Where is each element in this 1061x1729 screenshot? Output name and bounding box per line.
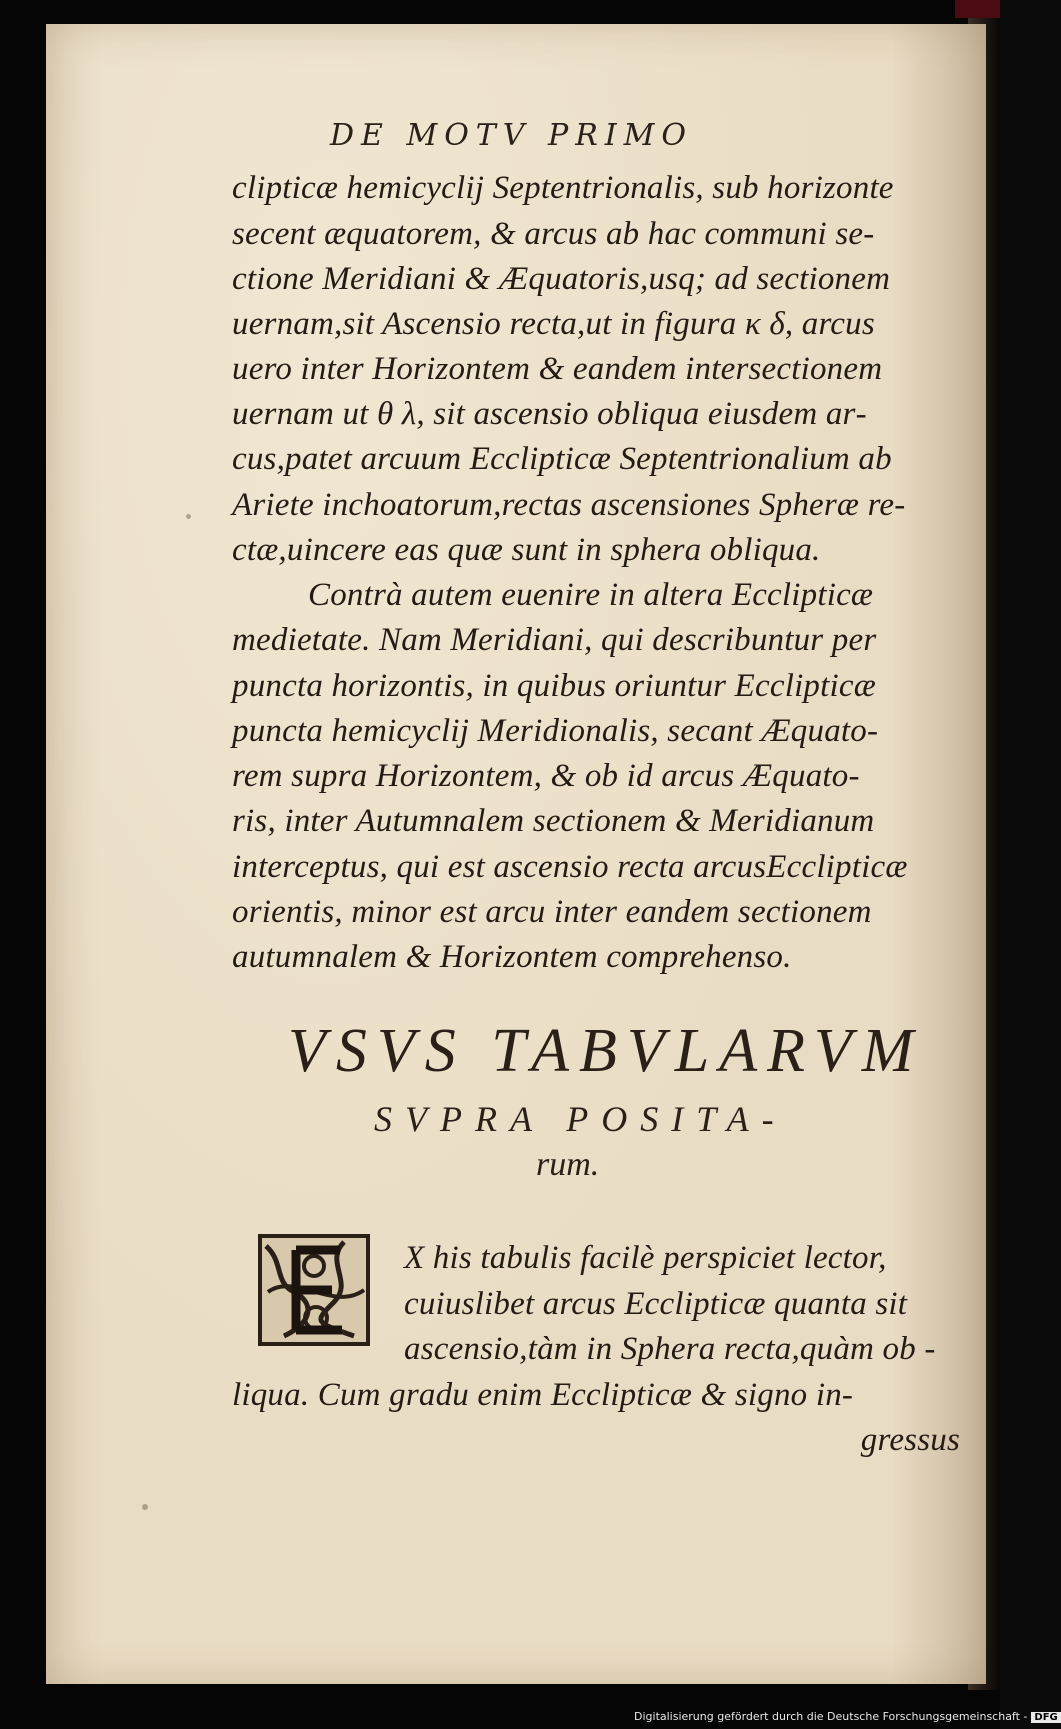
- text-line: liqua. Cum gradu enim Ecclipticæ & signo in‑: [232, 1377, 854, 1413]
- decorated-initial-icon: [254, 1232, 382, 1352]
- text-line: Ariete inchoatorum,rectas ascensiones Spheræ re‑: [232, 487, 906, 523]
- credit-text: Digitalisierung gefördert durch die Deutsche Forschungsgemeinschaft -: [634, 1710, 1028, 1723]
- text-line: ris, inter Autumnalem sectionem & Meridianum: [232, 803, 875, 839]
- text-line: ctione Meridiani & Æquatoris,usq; ad sectionem: [232, 261, 891, 297]
- digitization-credit: [634, 1710, 1058, 1726]
- text-line: uero inter Horizontem & eandem intersectionem: [232, 351, 883, 387]
- text-line: cuiuslibet arcus Ecclipticæ quanta sit: [404, 1286, 908, 1322]
- text-line: interceptus, qui est ascensio recta arcusEcclipticæ: [232, 849, 908, 885]
- text-line: puncta horizontis, in quibus oriuntur Ecclipticæ: [232, 668, 876, 704]
- text-line: X his tabulis facilè perspiciet lector,: [404, 1240, 887, 1276]
- text-line: Contrà autem euenire in altera Ecclipticæ: [308, 577, 874, 613]
- catchword: gressus: [860, 1422, 960, 1458]
- text-line: secent æquatorem, & arcus ab hac communi se‑: [232, 216, 875, 252]
- section-heading: VSVS TABVLARVM: [288, 1017, 924, 1085]
- dfg-logo: DFG: [1031, 1712, 1060, 1723]
- running-head: DE MOTV PRIMO: [330, 118, 693, 153]
- text-line: medietate. Nam Meridiani, qui describuntur per: [232, 622, 877, 658]
- text-line: puncta hemicyclij Meridionalis, secant Æquato‑: [232, 713, 879, 749]
- text-line: uernam,sit Ascensio recta,ut in figura κ δ, arcus: [232, 306, 875, 342]
- text-line: ctæ,uincere eas quæ sunt in sphera obliqua.: [232, 532, 821, 568]
- text-line: cus,patet arcuum Ecclipticæ Septentrionalium ab: [232, 441, 892, 477]
- text-line: autumnalem & Horizontem comprehenso.: [232, 939, 792, 975]
- text-line: uernam ut θ λ, sit ascensio obliqua eiusdem ar‑: [232, 396, 867, 432]
- section-subheading: SVPRA POSITA‑: [374, 1099, 787, 1139]
- section-subheading-end: rum.: [536, 1146, 600, 1183]
- decorated-initial: [254, 1232, 382, 1352]
- text-line: clipticæ hemicyclij Septentrionalis, sub horizonte: [232, 170, 894, 206]
- text-line: ascensio,tàm in Sphera recta,quàm ob ‑: [404, 1331, 936, 1367]
- text-line: orientis, minor est arcu inter eandem sectionem: [232, 894, 872, 930]
- text-line: rem supra Horizontem, & ob id arcus Æquato‑: [232, 758, 860, 794]
